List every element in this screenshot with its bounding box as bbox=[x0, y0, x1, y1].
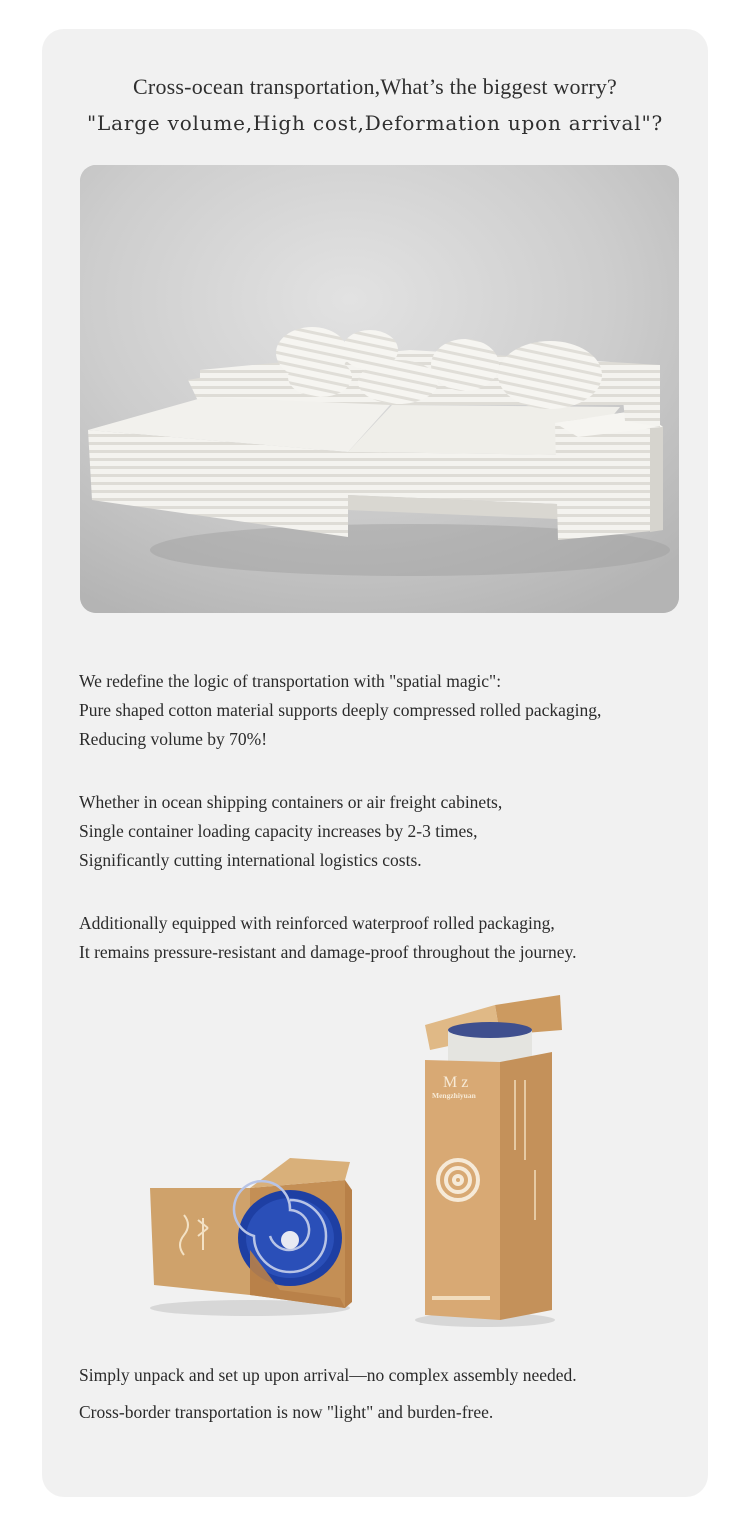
text-line: Whether in ocean shipping containers or air freight cabinets, bbox=[79, 792, 503, 812]
box-brand-name: Mengzhiyuan bbox=[432, 1091, 476, 1100]
box-brand-mark: M z bbox=[443, 1074, 469, 1091]
standing-box bbox=[415, 995, 562, 1327]
text-line: Significantly cutting international logistics costs. bbox=[79, 850, 422, 870]
paragraph-waterproof bbox=[79, 909, 699, 967]
text-line: Reducing volume by 70%! bbox=[79, 729, 268, 749]
text-line: Cross-border transportation is now "light" and burden-free. bbox=[79, 1402, 494, 1422]
text-line: Pure shaped cotton material supports deeply compressed rolled packaging, bbox=[79, 700, 602, 720]
headline-question: Cross-ocean transportation,What’s the biggest worry? bbox=[133, 74, 617, 99]
lying-box bbox=[150, 1158, 352, 1316]
rolled-packaging-image bbox=[140, 990, 580, 1330]
paragraph-logistics bbox=[79, 788, 699, 875]
sofa-hero-image bbox=[80, 165, 679, 613]
text-line: It remains pressure-resistant and damage-proof throughout the journey. bbox=[79, 942, 577, 962]
text-line: Single container loading capacity increases by 2-3 times, bbox=[79, 821, 478, 841]
headline-concerns: "Large volume,High cost,Deformation upon arrival"? bbox=[87, 111, 663, 135]
paragraph-unpack bbox=[79, 1357, 699, 1431]
text-line: We redefine the logic of transportation with "spatial magic": bbox=[79, 671, 502, 691]
paragraph-spatial-magic bbox=[79, 667, 699, 754]
text-line: Simply unpack and set up upon arrival—no complex assembly needed. bbox=[79, 1365, 577, 1385]
text-line: Additionally equipped with reinforced waterproof rolled packaging, bbox=[79, 913, 555, 933]
